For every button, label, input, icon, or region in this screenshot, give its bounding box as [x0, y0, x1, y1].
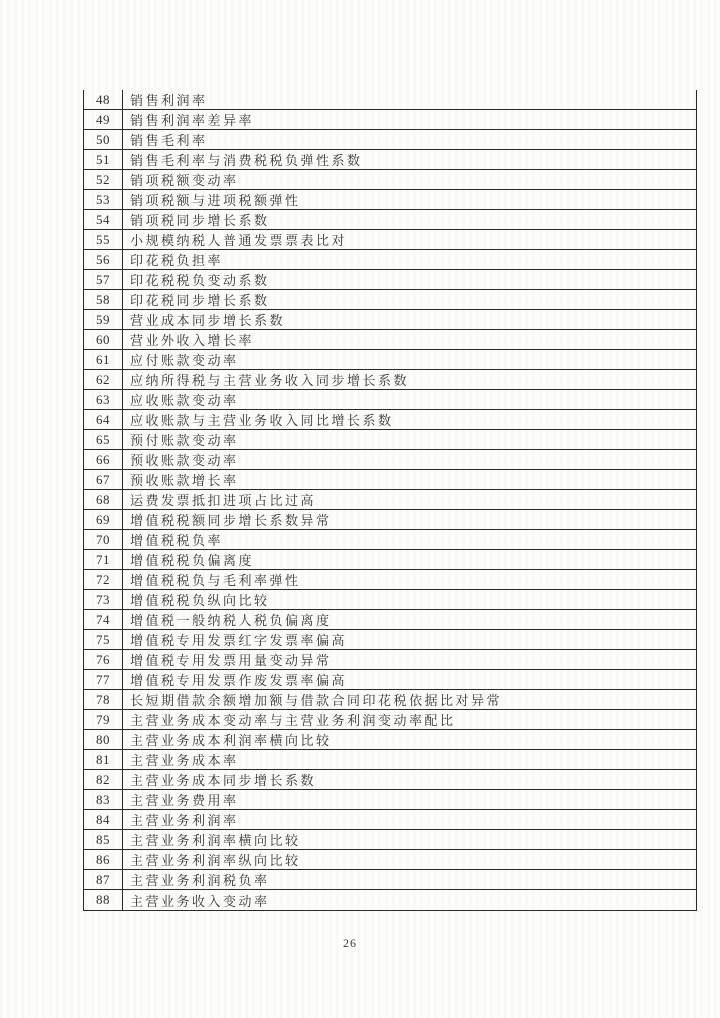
row-indicator-label: 主营业务费用率: [130, 793, 239, 808]
table-row: [84, 690, 696, 710]
table-row: [84, 230, 696, 250]
row-indicator-label: 应付账款变动率: [130, 353, 239, 368]
table-row: [84, 330, 696, 350]
row-indicator-label: 销售毛利率: [130, 133, 208, 148]
row-number: 80: [84, 730, 123, 749]
table-row: [84, 350, 696, 370]
row-indicator-label: 销售利润率差异率: [130, 113, 255, 128]
row-indicator-label: 预收账款变动率: [130, 453, 239, 468]
row-indicator-label: 预付账款变动率: [130, 433, 239, 448]
row-indicator-label: 主营业务利润率横向比较: [130, 833, 301, 848]
row-number: 52: [84, 170, 123, 189]
row-number: 66: [84, 450, 123, 469]
row-number: 55: [84, 230, 123, 249]
row-indicator-label: 应收账款变动率: [130, 393, 239, 408]
table-row: [84, 290, 696, 310]
row-indicator-label: 长短期借款余额增加额与借款合同印花税依据比对异常: [130, 693, 503, 708]
table-row: [84, 210, 696, 230]
row-number: 54: [84, 210, 123, 229]
table-row: [84, 610, 696, 630]
table-row: [84, 590, 696, 610]
row-number: 74: [84, 610, 123, 629]
table-row: [84, 730, 696, 750]
row-indicator-label: 运费发票抵扣进项占比过高: [130, 493, 317, 508]
table-row: [84, 530, 696, 550]
row-number: 64: [84, 410, 123, 429]
row-indicator-label: 应收账款与主营业务收入同比增长系数: [130, 413, 394, 428]
row-indicator-label: 预收账款增长率: [130, 473, 239, 488]
table-row: [84, 310, 696, 330]
row-indicator-label: 主营业务利润率纵向比较: [130, 853, 301, 868]
row-indicator-label: 小规模纳税人普通发票票表比对: [130, 233, 348, 248]
tax-indicator-table: [83, 90, 697, 911]
row-number: 65: [84, 430, 123, 449]
row-number: 53: [84, 190, 123, 209]
table-row: [84, 830, 696, 850]
table-row: [84, 710, 696, 730]
row-number: 67: [84, 470, 123, 489]
table-row: [84, 130, 696, 150]
table-row: [84, 150, 696, 170]
row-indicator-label: 主营业务成本同步增长系数: [130, 773, 317, 788]
row-number: 57: [84, 270, 123, 289]
row-indicator-label: 销项税同步增长系数: [130, 213, 270, 228]
row-indicator-label: 印花税同步增长系数: [130, 293, 270, 308]
row-number: 76: [84, 650, 123, 669]
table-row: [84, 670, 696, 690]
table-row: [84, 630, 696, 650]
table-row: [84, 750, 696, 770]
row-number: 63: [84, 390, 123, 409]
row-number: 87: [84, 870, 123, 889]
table-row: [84, 550, 696, 570]
table-row: [84, 810, 696, 830]
row-number: 50: [84, 130, 123, 149]
row-number: 48: [84, 90, 123, 109]
row-indicator-label: 销售利润率: [130, 93, 208, 108]
table-row: [84, 430, 696, 450]
row-indicator-label: 主营业务收入变动率: [130, 893, 270, 909]
table-row: [84, 90, 696, 110]
row-number: 79: [84, 710, 123, 729]
row-number: 71: [84, 550, 123, 569]
row-number: 70: [84, 530, 123, 549]
row-number: 58: [84, 290, 123, 309]
table-row: [84, 270, 696, 290]
row-indicator-label: 印花税负担率: [130, 253, 224, 268]
page-number: 26: [343, 936, 357, 950]
table-row: [84, 890, 696, 910]
row-indicator-label: 增值税税负与毛利率弹性: [130, 573, 301, 588]
row-number: 62: [84, 370, 123, 389]
table-row: [84, 470, 696, 490]
row-indicator-label: 增值税专用发票用量变动异常: [130, 653, 332, 668]
row-indicator-label: 销售毛利率与消费税税负弹性系数: [130, 153, 363, 168]
table-row: [84, 190, 696, 210]
row-number: 73: [84, 590, 123, 609]
table-row: [84, 450, 696, 470]
row-indicator-label: 增值税税额同步增长系数异常: [130, 513, 332, 528]
table-row: [84, 790, 696, 810]
row-indicator-label: 增值税专用发票红字发票率偏高: [130, 633, 348, 648]
row-number: 49: [84, 110, 123, 129]
table-row: [84, 770, 696, 790]
row-number: 75: [84, 630, 123, 649]
table-row: [84, 570, 696, 590]
table-row: [84, 110, 696, 130]
row-indicator-label: 主营业务成本变动率与主营业务利润变动率配比: [130, 713, 456, 728]
table-row: [84, 250, 696, 270]
row-number: 61: [84, 350, 123, 369]
row-number: 68: [84, 490, 123, 509]
row-indicator-label: 主营业务成本率: [130, 753, 239, 768]
row-number: 77: [84, 670, 123, 689]
table-row: [84, 170, 696, 190]
table-row: [84, 390, 696, 410]
row-indicator-label: 销项税额与进项税额弹性: [130, 193, 301, 208]
row-indicator-label: 营业外收入增长率: [130, 333, 255, 348]
row-number: 56: [84, 250, 123, 269]
row-indicator-label: 销项税额变动率: [130, 173, 239, 188]
row-indicator-label: 印花税税负变动系数: [130, 273, 270, 288]
row-number: 78: [84, 690, 123, 709]
table-row: [84, 490, 696, 510]
row-indicator-label: 增值税税负率: [130, 533, 224, 548]
row-number: 59: [84, 310, 123, 329]
table-row: [84, 850, 696, 870]
table-row: [84, 510, 696, 530]
table-row: [84, 410, 696, 430]
row-number: 88: [84, 890, 123, 910]
row-indicator-label: 增值税一般纳税人税负偏离度: [130, 613, 332, 628]
row-indicator-label: 主营业务成本利润率横向比较: [130, 733, 332, 748]
row-number: 72: [84, 570, 123, 589]
row-number: 84: [84, 810, 123, 829]
row-number: 85: [84, 830, 123, 849]
row-indicator-label: 增值税专用发票作废发票率偏高: [130, 673, 348, 688]
row-number: 86: [84, 850, 123, 869]
row-indicator-label: 增值税税负偏离度: [130, 553, 255, 568]
row-number: 82: [84, 770, 123, 789]
row-number: 81: [84, 750, 123, 769]
row-number: 69: [84, 510, 123, 529]
table-row: [84, 870, 696, 890]
row-indicator-label: 增值税税负纵向比较: [130, 593, 270, 608]
row-number: 60: [84, 330, 123, 349]
row-indicator-label: 主营业务利润率: [130, 813, 239, 828]
row-number: 83: [84, 790, 123, 809]
table-row: [84, 650, 696, 670]
row-indicator-label: 主营业务利润税负率: [130, 873, 270, 888]
table-row: [84, 370, 696, 390]
row-number: 51: [84, 150, 123, 169]
row-indicator-label: 营业成本同步增长系数: [130, 313, 286, 328]
row-indicator-label: 应纳所得税与主营业务收入同步增长系数: [130, 373, 410, 388]
